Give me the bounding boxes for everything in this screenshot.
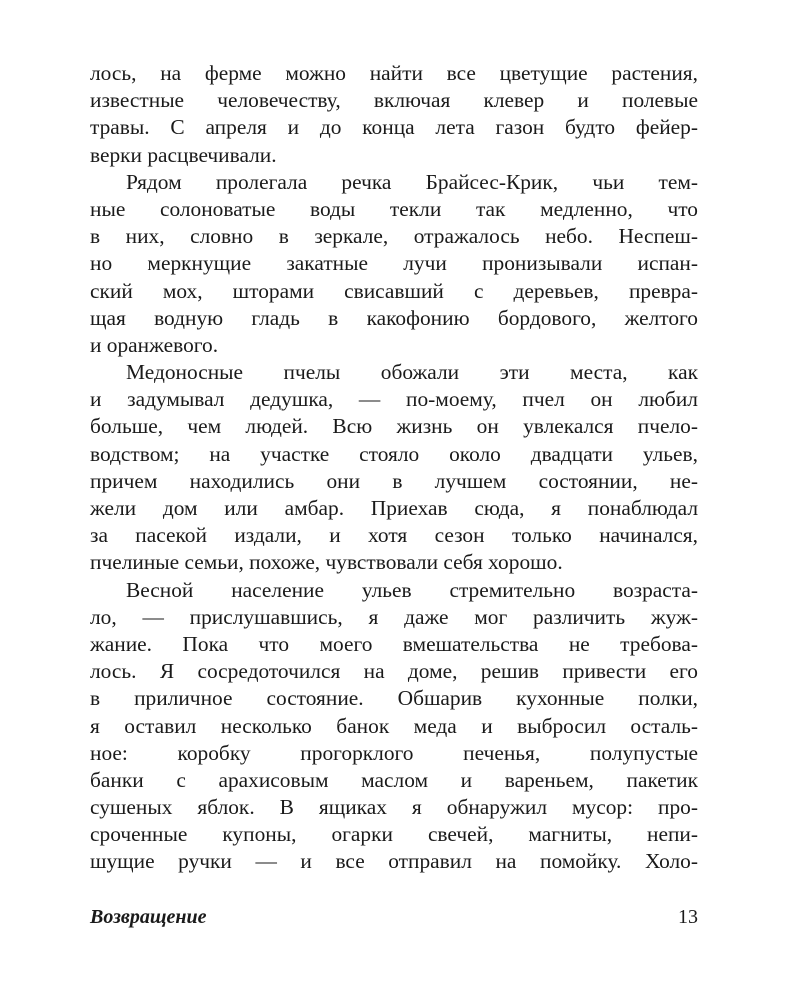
text-line: шущие ручки — и все отправил на помойку. Холо-	[90, 849, 698, 874]
paragraph-2	[90, 169, 698, 359]
text-line: жание. Пока что моего вмешательства не требова-	[90, 631, 698, 656]
body-text	[90, 60, 698, 876]
paragraph-1	[90, 60, 698, 169]
text-line: в приличное состояние. Обшарив кухонные полки,	[90, 686, 698, 711]
text-line: пчелиные семьи, похоже, чувствовали себя хорошо.	[90, 550, 563, 575]
paragraph-4	[90, 577, 698, 876]
text-line: Весной население ульев стремительно возраста-	[126, 577, 698, 602]
text-line: и оранжевого.	[90, 332, 219, 357]
text-line: жели дом или амбар. Приехав сюда, я понаблюдал	[90, 496, 698, 520]
text-line: сроченные купоны, огарки свечей, магниты, непи-	[90, 822, 698, 847]
text-line: Медоносные пчелы обожали эти места, как	[126, 360, 698, 385]
text-line: ное: коробку прогорклого печенья, полупустые	[90, 740, 698, 765]
text-line: лось. Я сосредоточился на доме, решив привести его	[90, 659, 698, 684]
text-line: ский мох, шторами свисавший с деревьев, превра-	[90, 278, 698, 303]
text-line: за пасекой издали, и хотя сезон только начинался,	[90, 523, 698, 548]
text-line: в них, словно в зеркале, отражалось небо. Неспеш-	[90, 224, 698, 249]
running-footer-title: Возвращение	[90, 906, 207, 928]
text-line: но меркнущие закатные лучи пронизывали испан-	[90, 251, 698, 276]
text-line: сушеных яблок. В ящиках я обнаружил мусор: про-	[90, 795, 698, 820]
text-line: щая водную гладь в какофонию бордового, желтого	[90, 305, 698, 330]
text-line: Рядом пролегала речка Брайсес-Крик, чьи тем-	[126, 169, 698, 194]
text-line: банки с арахисовым маслом и вареньем, пакетик	[90, 767, 698, 792]
page-number: 13	[678, 906, 698, 928]
text-line: я оставил несколько банок меда и выбросил осталь-	[90, 713, 698, 738]
text-line: известные человечеству, включая клевер и полевые	[90, 88, 698, 113]
text-line: травы. С апреля и до конца лета газон будто фейер-	[90, 115, 698, 140]
paragraph-3	[90, 359, 698, 577]
text-line: лось, на ферме можно найти все цветущие растения,	[90, 61, 698, 85]
text-line: верки расцвечивали.	[90, 142, 277, 167]
text-line: ло, — прислушавшись, я даже мог различить жуж-	[90, 604, 698, 629]
text-line: водством; на участке стояло около двадцати ульев,	[90, 441, 698, 466]
text-line: и задумывал дедушка, — по-моему, пчел он любил	[90, 387, 698, 412]
text-line: причем находились они в лучшем состоянии, не-	[90, 468, 698, 493]
text-line: больше, чем людей. Всю жизнь он увлекался пчело-	[90, 414, 698, 439]
text-line: ные солоноватые воды текли так медленно, что	[90, 196, 698, 221]
